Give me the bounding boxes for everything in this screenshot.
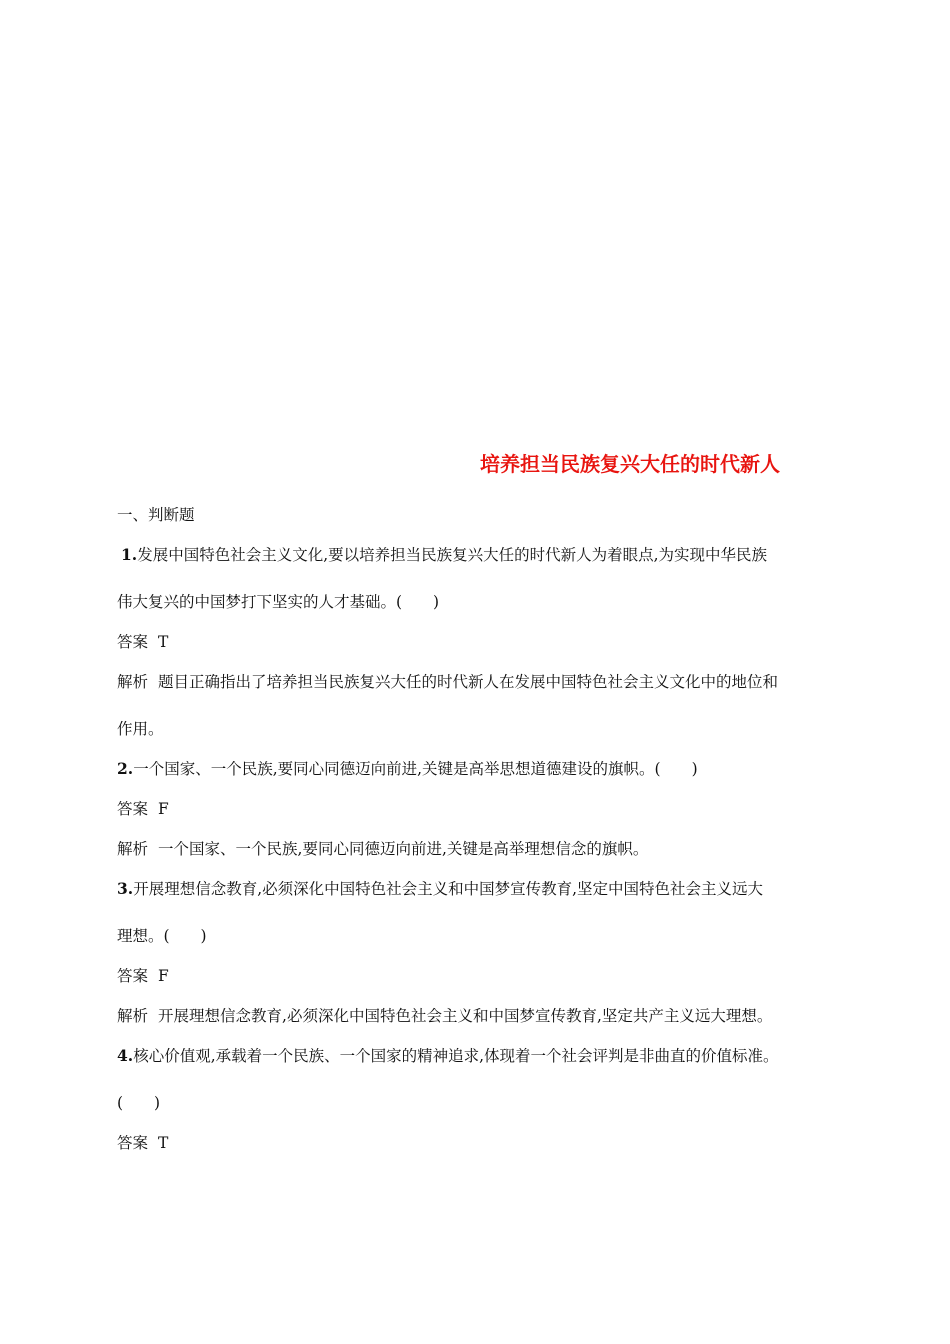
- question-4-number: 4.: [117, 1046, 134, 1065]
- question-3-number: 3.: [117, 879, 134, 898]
- question-1-line-1: [121, 543, 841, 567]
- question-3-stem-1: 开展理想信念教育,必须深化中国特色社会主义和中国梦宣传教育,坚定中国特色社会主义远大: [133, 880, 764, 898]
- question-1-analysis-2: 作用。: [117, 720, 164, 738]
- question-1-number: 1.: [121, 545, 138, 564]
- analysis-label: 解析: [117, 840, 149, 858]
- analysis-text-1: 一个国家、一个民族,要同心同德迈向前进,关键是高举理想信念的旗帜。: [158, 840, 649, 858]
- question-4-stem-1: 核心价值观,承载着一个民族、一个国家的精神追求,体现着一个社会评判是非曲直的价值标准。: [133, 1047, 779, 1065]
- question-4-answer: [117, 1131, 837, 1155]
- analysis-text-1: 开展理想信念教育,必须深化中国特色社会主义和中国梦宣传教育,坚定共产主义远大理想。: [158, 1007, 773, 1025]
- question-1-stem-1: 发展中国特色社会主义文化,要以培养担当民族复兴大任的时代新人为着眼点,为实现中华民族: [137, 546, 768, 564]
- question-3-stem-2: 理想。( ): [117, 927, 207, 945]
- question-1-stem-2: 伟大复兴的中国梦打下坚实的人才基础。( ): [117, 593, 440, 611]
- question-2-line-1: [117, 757, 837, 781]
- section-heading: 一、判断题: [117, 506, 195, 524]
- question-3-analysis: [117, 1004, 837, 1028]
- analysis-text-1: 题目正确指出了培养担当民族复兴大任的时代新人在发展中国特色社会主义文化中的地位和: [158, 673, 779, 691]
- answer-label: 答案: [117, 800, 149, 818]
- question-2-answer: [117, 797, 837, 821]
- question-4-stem-2: ( ): [117, 1094, 161, 1112]
- answer-value: F: [158, 800, 169, 818]
- answer-value: F: [158, 967, 169, 985]
- question-2-analysis: [117, 837, 837, 861]
- question-4-line-1: [117, 1044, 837, 1068]
- answer-label: 答案: [117, 1134, 149, 1152]
- answer-label: 答案: [117, 633, 149, 651]
- question-1-answer: [117, 630, 837, 654]
- analysis-label: 解析: [117, 673, 149, 691]
- answer-label: 答案: [117, 967, 149, 985]
- question-3-answer: [117, 964, 837, 988]
- question-2-number: 2.: [117, 759, 134, 778]
- analysis-label: 解析: [117, 1007, 149, 1025]
- question-2-stem-1: 一个国家、一个民族,要同心同德迈向前进,关键是高举思想道德建设的旗帜。( ): [133, 760, 698, 778]
- answer-value: T: [158, 633, 169, 651]
- document-title: 培养担当民族复兴大任的时代新人: [480, 452, 780, 476]
- answer-value: T: [158, 1134, 169, 1152]
- question-1-analysis: [117, 670, 837, 694]
- question-3-line-1: [117, 877, 837, 901]
